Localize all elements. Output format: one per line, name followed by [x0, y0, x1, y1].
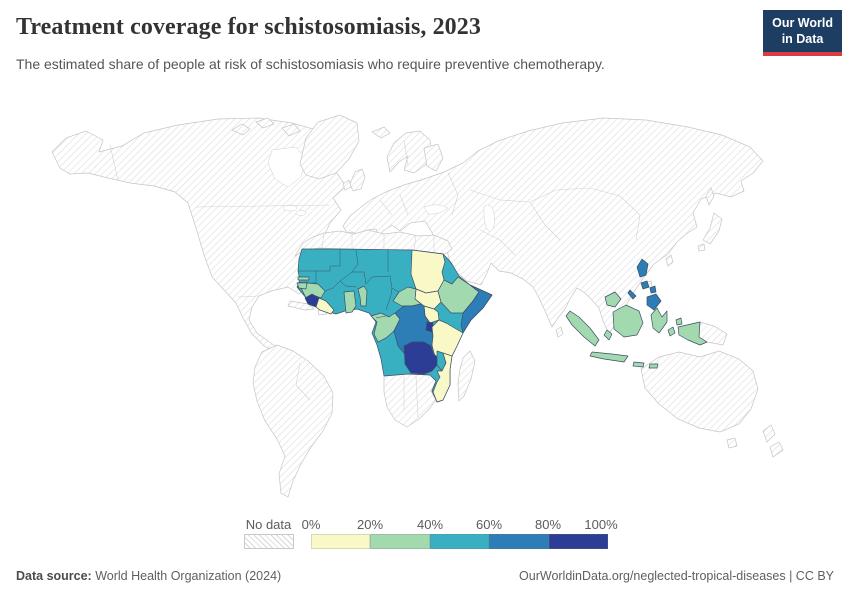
- tasmania: [727, 438, 737, 448]
- legend-bin-0-20[interactable]: [311, 534, 370, 549]
- country-indonesia-java[interactable]: [590, 352, 628, 362]
- taiwan: [666, 255, 673, 266]
- legend-tick: 100%: [584, 517, 618, 532]
- country-sudan[interactable]: [411, 250, 445, 293]
- new-zealand: [763, 425, 783, 457]
- legend-tick: 0%: [301, 517, 321, 532]
- country-indonesia-sulawesi[interactable]: [651, 308, 667, 333]
- legend-tick: 60%: [475, 517, 503, 532]
- country-indonesia-sumatra[interactable]: [566, 311, 599, 346]
- legend-bin-40-60[interactable]: [430, 534, 489, 549]
- iceland: [372, 127, 390, 138]
- owid-logo-line1: Our World: [772, 16, 833, 30]
- legend-bin-80-100[interactable]: [549, 534, 608, 549]
- japan: [698, 213, 722, 251]
- legend-bin-20-40[interactable]: [370, 534, 429, 549]
- legend-no-data-swatch[interactable]: [244, 534, 294, 549]
- legend-tick: 20%: [356, 517, 384, 532]
- legend-bin-60-80[interactable]: [489, 534, 548, 549]
- legend-tick: 80%: [534, 517, 562, 532]
- madagascar: [458, 351, 475, 401]
- legend-tick: 40%: [416, 517, 444, 532]
- country-gambia[interactable]: [298, 277, 309, 280]
- country-borneo[interactable]: [613, 305, 643, 337]
- finland: [424, 144, 443, 171]
- legend-color-bar: [311, 534, 608, 549]
- region-greenland: [300, 115, 359, 179]
- credit-link[interactable]: OurWorldinData.org/neglected-tropical-diseases | CC BY: [519, 569, 834, 583]
- chart-subtitle: The estimated share of people at risk of schistosomiasis who require preventive chemotherapy.: [16, 56, 605, 72]
- data-source-line: [16, 569, 281, 583]
- chart-footer: [16, 569, 834, 583]
- great-lakes: [296, 211, 306, 216]
- ireland: [343, 180, 351, 190]
- legend-no-data-label: No data: [245, 517, 292, 532]
- data-source-value: World Health Organization (2024): [91, 569, 282, 583]
- region-southern-africa: [384, 374, 436, 427]
- owid-logo-line2: in Data: [781, 31, 824, 46]
- sri-lanka: [556, 327, 563, 337]
- region-south-america: [253, 345, 333, 497]
- data-source-label: Data source:: [16, 569, 92, 583]
- world-choropleth-map[interactable]: [0, 95, 850, 510]
- region-australia: [641, 351, 758, 432]
- page-title: Treatment coverage for schistosomiasis, 2023: [16, 14, 481, 40]
- owid-logo[interactable]: [763, 10, 842, 56]
- great-britain: [350, 169, 365, 191]
